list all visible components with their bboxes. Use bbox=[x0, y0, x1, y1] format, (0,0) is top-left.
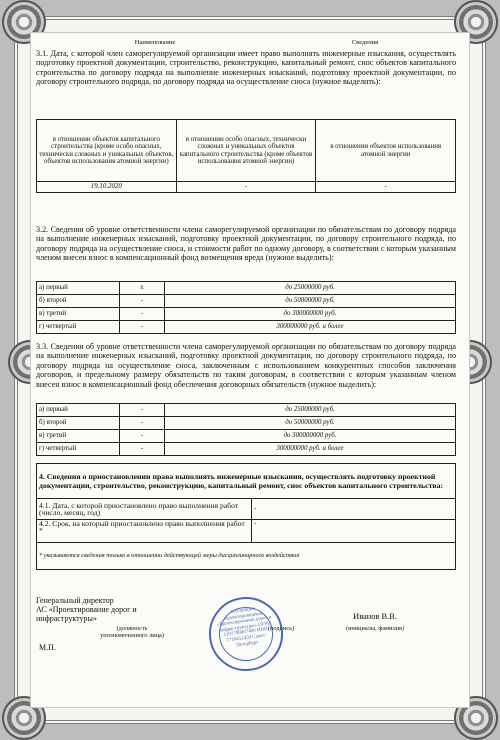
section-3-1-text: 3.1. Дата, с которой член саморегулируемой организации имеет право выполнять инженерные изыскания, осуществлять подготовку проектной документации, строительство, реконструкцию, капитальный ремонт, снос объектов капитального строительства по договору подряда на выполнение инженерных изысканий, подготовку проектной документации, по договору строительного подряда, по договору подряда на осуществление сноса (нужное выделить): bbox=[36, 49, 456, 87]
header-name: Наименование bbox=[134, 39, 176, 46]
section-3-2-text: 3.2. Сведения об уровне ответственности члена саморегулируемой организации по обязательствам по договору подряда на выполнение инженерных изысканий, подготовку проектной документации, по договору строительного подряда, по договору подряда на осуществление сноса, и стоимости работ по одному договору, в соответствии с которым указанным членом внесен взнос в компенсационный фонд возмещения вреда (нужное выделить): bbox=[36, 225, 456, 263]
level-mark: - bbox=[120, 443, 165, 456]
level-label: а) первый bbox=[37, 282, 120, 295]
level-value: до 25000000 руб. bbox=[165, 282, 456, 295]
section-3-3-table bbox=[36, 403, 456, 456]
level-label: г) четвертый bbox=[37, 443, 120, 456]
value-date: 19.10.2020 bbox=[37, 182, 177, 193]
signature-position-note: (должность уполномоченного лица) bbox=[100, 625, 164, 640]
level-mark: - bbox=[120, 404, 165, 417]
signature-director: Генеральный директор bbox=[36, 596, 114, 605]
level-label: б) второй bbox=[37, 295, 120, 308]
stamp-text: ассоциация проектировщиков «Проектирование дорог и инфраструктуры» ОГРН 1107799007409 ИНН 7710451459 Санкт-Петербург bbox=[216, 606, 272, 648]
level-value: 300000000 руб. и более bbox=[165, 443, 456, 456]
level-label: в) третий bbox=[37, 308, 120, 321]
signature-initials-note: (инициалы, фамилия) bbox=[345, 625, 405, 632]
level-mark: - bbox=[120, 295, 165, 308]
level-mark: - bbox=[120, 430, 165, 443]
value-dangerous: - bbox=[176, 182, 316, 193]
section-4-note: * указываются сведения только в отношении действующей меры дисциплинарного воздействия bbox=[37, 543, 456, 570]
section-4-1: 4.1. Дата, с которой приостановлено право выполнения работ (число, месяц, год) bbox=[37, 499, 252, 520]
section-3-3-text: 3.3. Сведения об уровне ответственности члена саморегулируемой организации по обязательствам по договору подряда на выполнение инженерных изысканий, подготовку проектной документации, по договору строительного подряда, по договору подряда на осуществление сноса, заключенным с использованием конкурентных способов заключения договоров, и предельному размеру обязательств по таким договорам, в соответствии с которым указанным членом внесен взнос в компенсационный фонд обеспечения договорных обязательств (нужное выделить): bbox=[36, 342, 456, 389]
level-label: а) первый bbox=[37, 404, 120, 417]
level-value: до 50000000 руб. bbox=[165, 417, 456, 430]
value-atomic: - bbox=[316, 182, 456, 193]
level-label: б) второй bbox=[37, 417, 120, 430]
signature-organization: АС «Проектирование дорог и инфраструктуры» bbox=[36, 605, 137, 623]
section-4-2-value: - bbox=[252, 520, 456, 543]
level-label: в) третий bbox=[37, 430, 120, 443]
signature-name: Иванов В.В. bbox=[353, 612, 397, 621]
section-4-2: 4.2. Срок, на который приостановлено право выполнения работ * bbox=[37, 520, 252, 543]
section-4-table bbox=[36, 463, 456, 570]
level-mark: - bbox=[120, 308, 165, 321]
section-3-2-table bbox=[36, 281, 456, 334]
level-mark: - bbox=[120, 321, 165, 334]
section-4-title: 4. Сведения о приостановлении права выполнять инженерные изыскания, осуществлять подготовку проектной документации, строительство, реконструкцию, капитальный ремонт, снос объектов капитального строительства: bbox=[37, 464, 456, 499]
header-info: Сведения bbox=[351, 39, 379, 46]
cell-dangerous-objects: в отношении особо опасных, технически сложных и уникальных объектов капитального строительства (кроме объектов использования атомной энергии) bbox=[176, 120, 316, 182]
level-value: до 300000000 руб. bbox=[165, 308, 456, 321]
cell-capital-objects: в отношении объектов капитального строительства (кроме особо опасных, технически сложных и уникальных объектов, объектов использования атомной энергии) bbox=[37, 120, 177, 182]
level-value: до 300000000 руб. bbox=[165, 430, 456, 443]
level-value: 300000000 руб. и более bbox=[165, 321, 456, 334]
signature-sign-note: (подпись) bbox=[267, 625, 295, 632]
level-value: до 50000000 руб. bbox=[165, 295, 456, 308]
section-3-1-table bbox=[36, 119, 456, 193]
cell-atomic-objects: в отношении объектов использования атомной энергии bbox=[316, 120, 456, 182]
level-mark: - bbox=[120, 417, 165, 430]
stamp-place: М.П. bbox=[39, 643, 56, 652]
section-4-1-value: - bbox=[252, 499, 456, 520]
level-value: до 25000000 руб. bbox=[165, 404, 456, 417]
level-label: г) четвертый bbox=[37, 321, 120, 334]
level-mark: x bbox=[120, 282, 165, 295]
